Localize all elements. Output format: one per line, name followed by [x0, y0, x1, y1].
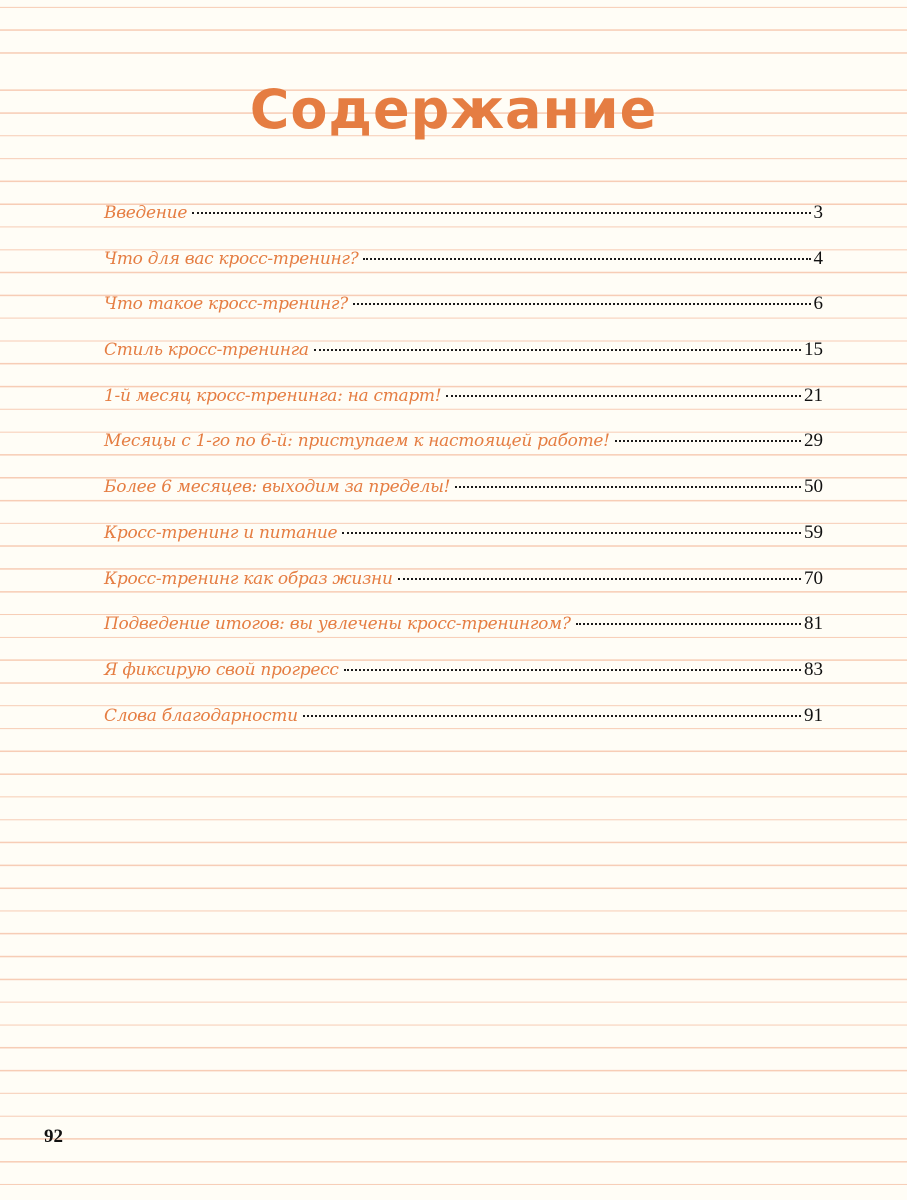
toc-entry-page: 15 [804, 339, 823, 361]
toc-entry-title: Месяцы с 1-го по 6-й: приступаем к настоящей работе! [104, 431, 610, 452]
dot-leader [576, 623, 801, 625]
toc-entry[interactable] [104, 476, 823, 522]
dot-leader [342, 532, 801, 534]
toc-entry[interactable] [104, 430, 823, 476]
toc-entry-page: 50 [804, 476, 823, 498]
toc-entry-page: 21 [804, 384, 823, 406]
toc-entry[interactable] [104, 339, 823, 385]
toc-entry-page: 4 [813, 247, 823, 269]
toc-entry[interactable] [104, 659, 823, 705]
page-number: 92 [44, 1126, 63, 1147]
toc-entry[interactable] [104, 248, 823, 294]
toc-entry-page: 59 [804, 521, 823, 543]
dot-leader [615, 440, 801, 442]
toc-entry-page: 70 [804, 567, 823, 589]
toc-entry[interactable] [104, 613, 823, 659]
toc-entry[interactable] [104, 385, 823, 431]
toc-entry-page: 29 [804, 430, 823, 452]
dot-leader [398, 578, 801, 580]
toc-entry-title: Слова благодарности [104, 705, 298, 726]
toc-entry-title: Кросс-тренинг как образ жизни [104, 568, 393, 589]
toc-entry[interactable] [104, 568, 823, 614]
toc-entry[interactable] [104, 202, 823, 248]
dot-leader [303, 715, 801, 717]
toc-entry-title: Введение [104, 203, 188, 223]
toc-entry-page: 83 [804, 658, 823, 680]
toc-entry-title: 1-й месяц кросс-тренинга: на старт! [104, 385, 442, 406]
dot-leader [446, 395, 801, 397]
dot-leader [455, 486, 801, 488]
dot-leader [363, 258, 810, 260]
toc-entry[interactable] [104, 293, 823, 339]
toc-entry-page: 91 [804, 704, 823, 726]
toc-entry-title: Стиль кросс-тренинга [104, 340, 309, 361]
toc-entry-title: Более 6 месяцев: выходим за пределы! [104, 477, 451, 498]
toc-entry-title: Кросс-тренинг и питание [104, 522, 338, 543]
toc-entry-title: Я фиксирую свой прогресс [104, 659, 339, 680]
dot-leader [353, 303, 811, 305]
dot-leader [192, 212, 810, 214]
toc-entry-page: 6 [813, 293, 823, 315]
dot-leader [314, 349, 801, 351]
table-of-contents [104, 202, 823, 750]
toc-entry-title: Что для вас кросс-тренинг? [104, 248, 359, 269]
page-title: Содержание [249, 78, 658, 141]
toc-entry-page: 3 [813, 202, 823, 223]
dot-leader [344, 669, 801, 671]
toc-entry-page: 81 [804, 613, 823, 635]
toc-entry-title: Подведение итогов: вы увлечены кросс-тренингом? [104, 614, 571, 635]
toc-entry[interactable] [104, 522, 823, 568]
toc-entry[interactable] [104, 705, 823, 751]
toc-entry-title: Что такое кросс-тренинг? [104, 294, 348, 315]
